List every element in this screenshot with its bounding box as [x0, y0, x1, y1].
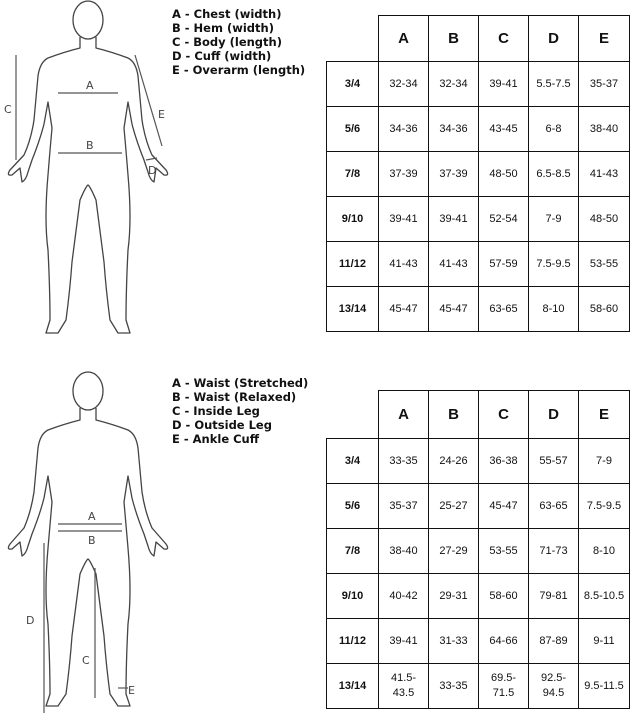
bottom-label-c: C — [82, 654, 90, 667]
table-cell: 33-35 — [429, 664, 479, 709]
bottom-legend — [172, 376, 308, 446]
table-cell: 45-47 — [379, 287, 429, 332]
column-header: A — [379, 391, 429, 439]
bottom-label-e: E — [128, 684, 135, 697]
size-label: 9/10 — [327, 574, 379, 619]
table-cell: 8-10 — [529, 287, 579, 332]
table-cell: 87-89 — [529, 619, 579, 664]
table-row — [327, 62, 630, 107]
table-cell: 48-50 — [579, 197, 630, 242]
table-row — [327, 197, 630, 242]
top-label-a: A — [86, 79, 94, 92]
top-label-e: E — [158, 108, 165, 121]
table-cell: 39-41 — [479, 62, 529, 107]
legend-item: D - Cuff (width) — [172, 49, 272, 63]
size-label: 5/6 — [327, 484, 379, 529]
bottom-label-d: D — [26, 614, 35, 627]
table-row — [327, 574, 630, 619]
table-cell: 37-39 — [379, 152, 429, 197]
size-label: 11/12 — [327, 619, 379, 664]
table-cell: 7-9 — [579, 439, 630, 484]
table-cell: 7.5-9.5 — [529, 242, 579, 287]
table-cell: 45-47 — [479, 484, 529, 529]
table-cell: 39-41 — [379, 197, 429, 242]
table-cell: 63-65 — [479, 287, 529, 332]
top-label-b: B — [86, 139, 94, 152]
table-cell: 40-42 — [379, 574, 429, 619]
table-cell: 25-27 — [429, 484, 479, 529]
table-cell: 29-31 — [429, 574, 479, 619]
table-cell: 45-47 — [429, 287, 479, 332]
legend-item: E - Ankle Cuff — [172, 432, 260, 446]
table-row — [327, 484, 630, 529]
column-header: D — [529, 16, 579, 62]
table-cell: 38-40 — [579, 107, 630, 152]
table-cell: 8.5-10.5 — [579, 574, 630, 619]
table-cell: 31-33 — [429, 619, 479, 664]
column-header: E — [579, 391, 630, 439]
table-cell: 48-50 — [479, 152, 529, 197]
legend-item: D - Outside Leg — [172, 418, 272, 432]
table-row — [327, 242, 630, 287]
table-row — [327, 664, 630, 709]
top-size-table — [326, 15, 630, 332]
table-cell: 36-38 — [479, 439, 529, 484]
table-cell: 27-29 — [429, 529, 479, 574]
legend-item: C - Body (length) — [172, 35, 282, 49]
table-corner — [327, 391, 379, 439]
table-cell: 33-35 — [379, 439, 429, 484]
bottom-label-b: B — [88, 534, 96, 547]
column-header: C — [479, 16, 529, 62]
table-cell: 41.5- 43.5 — [379, 664, 429, 709]
table-cell: 39-41 — [429, 197, 479, 242]
size-label: 3/4 — [327, 439, 379, 484]
table-cell: 35-37 — [379, 484, 429, 529]
size-label: 7/8 — [327, 152, 379, 197]
bottom-size-table — [326, 390, 630, 709]
legend-item: C - Inside Leg — [172, 404, 260, 418]
table-cell: 92.5- 94.5 — [529, 664, 579, 709]
table-cell: 53-55 — [479, 529, 529, 574]
table-cell: 9-11 — [579, 619, 630, 664]
size-label: 11/12 — [327, 242, 379, 287]
table-cell: 34-36 — [379, 107, 429, 152]
table-cell: 71-73 — [529, 529, 579, 574]
table-row — [327, 619, 630, 664]
size-label: 5/6 — [327, 107, 379, 152]
table-cell: 41-43 — [379, 242, 429, 287]
table-cell: 38-40 — [379, 529, 429, 574]
table-row — [327, 107, 630, 152]
size-label: 3/4 — [327, 62, 379, 107]
table-row — [327, 287, 630, 332]
column-header: D — [529, 391, 579, 439]
legend-item: A - Waist (Stretched) — [172, 376, 309, 390]
table-row — [327, 529, 630, 574]
legend-item: B - Waist (Relaxed) — [172, 390, 297, 404]
table-cell: 63-65 — [529, 484, 579, 529]
size-label: 13/14 — [327, 664, 379, 709]
size-label: 7/8 — [327, 529, 379, 574]
table-cell: 7-9 — [529, 197, 579, 242]
table-cell: 41-43 — [579, 152, 630, 197]
table-cell: 32-34 — [379, 62, 429, 107]
table-cell: 24-26 — [429, 439, 479, 484]
legend-item: B - Hem (width) — [172, 21, 274, 35]
bottom-label-a: A — [88, 510, 96, 523]
table-cell: 8-10 — [579, 529, 630, 574]
column-header: B — [429, 16, 479, 62]
table-cell: 58-60 — [579, 287, 630, 332]
table-cell: 43-45 — [479, 107, 529, 152]
top-label-d: D — [148, 164, 157, 177]
table-cell: 69.5- 71.5 — [479, 664, 529, 709]
table-cell: 53-55 — [579, 242, 630, 287]
table-cell: 55-57 — [529, 439, 579, 484]
table-cell: 7.5-9.5 — [579, 484, 630, 529]
table-row — [327, 152, 630, 197]
table-cell: 57-59 — [479, 242, 529, 287]
table-cell: 6.5-8.5 — [529, 152, 579, 197]
table-cell: 64-66 — [479, 619, 529, 664]
size-label: 13/14 — [327, 287, 379, 332]
table-corner — [327, 16, 379, 62]
legend-item: E - Overarm (length) — [172, 63, 306, 77]
table-cell: 6-8 — [529, 107, 579, 152]
legend-item: A - Chest (width) — [172, 7, 282, 21]
table-cell: 52-54 — [479, 197, 529, 242]
table-cell: 79-81 — [529, 574, 579, 619]
table-row — [327, 439, 630, 484]
size-label: 9/10 — [327, 197, 379, 242]
column-header: C — [479, 391, 529, 439]
top-legend — [172, 7, 305, 77]
table-cell: 39-41 — [379, 619, 429, 664]
column-header: E — [579, 16, 630, 62]
table-cell: 37-39 — [429, 152, 479, 197]
top-label-c: C — [4, 103, 12, 116]
table-cell: 58-60 — [479, 574, 529, 619]
table-cell: 5.5-7.5 — [529, 62, 579, 107]
table-cell: 9.5-11.5 — [579, 664, 630, 709]
column-header: B — [429, 391, 479, 439]
table-cell: 32-34 — [429, 62, 479, 107]
table-cell: 34-36 — [429, 107, 479, 152]
table-cell: 41-43 — [429, 242, 479, 287]
table-cell: 35-37 — [579, 62, 630, 107]
column-header: A — [379, 16, 429, 62]
